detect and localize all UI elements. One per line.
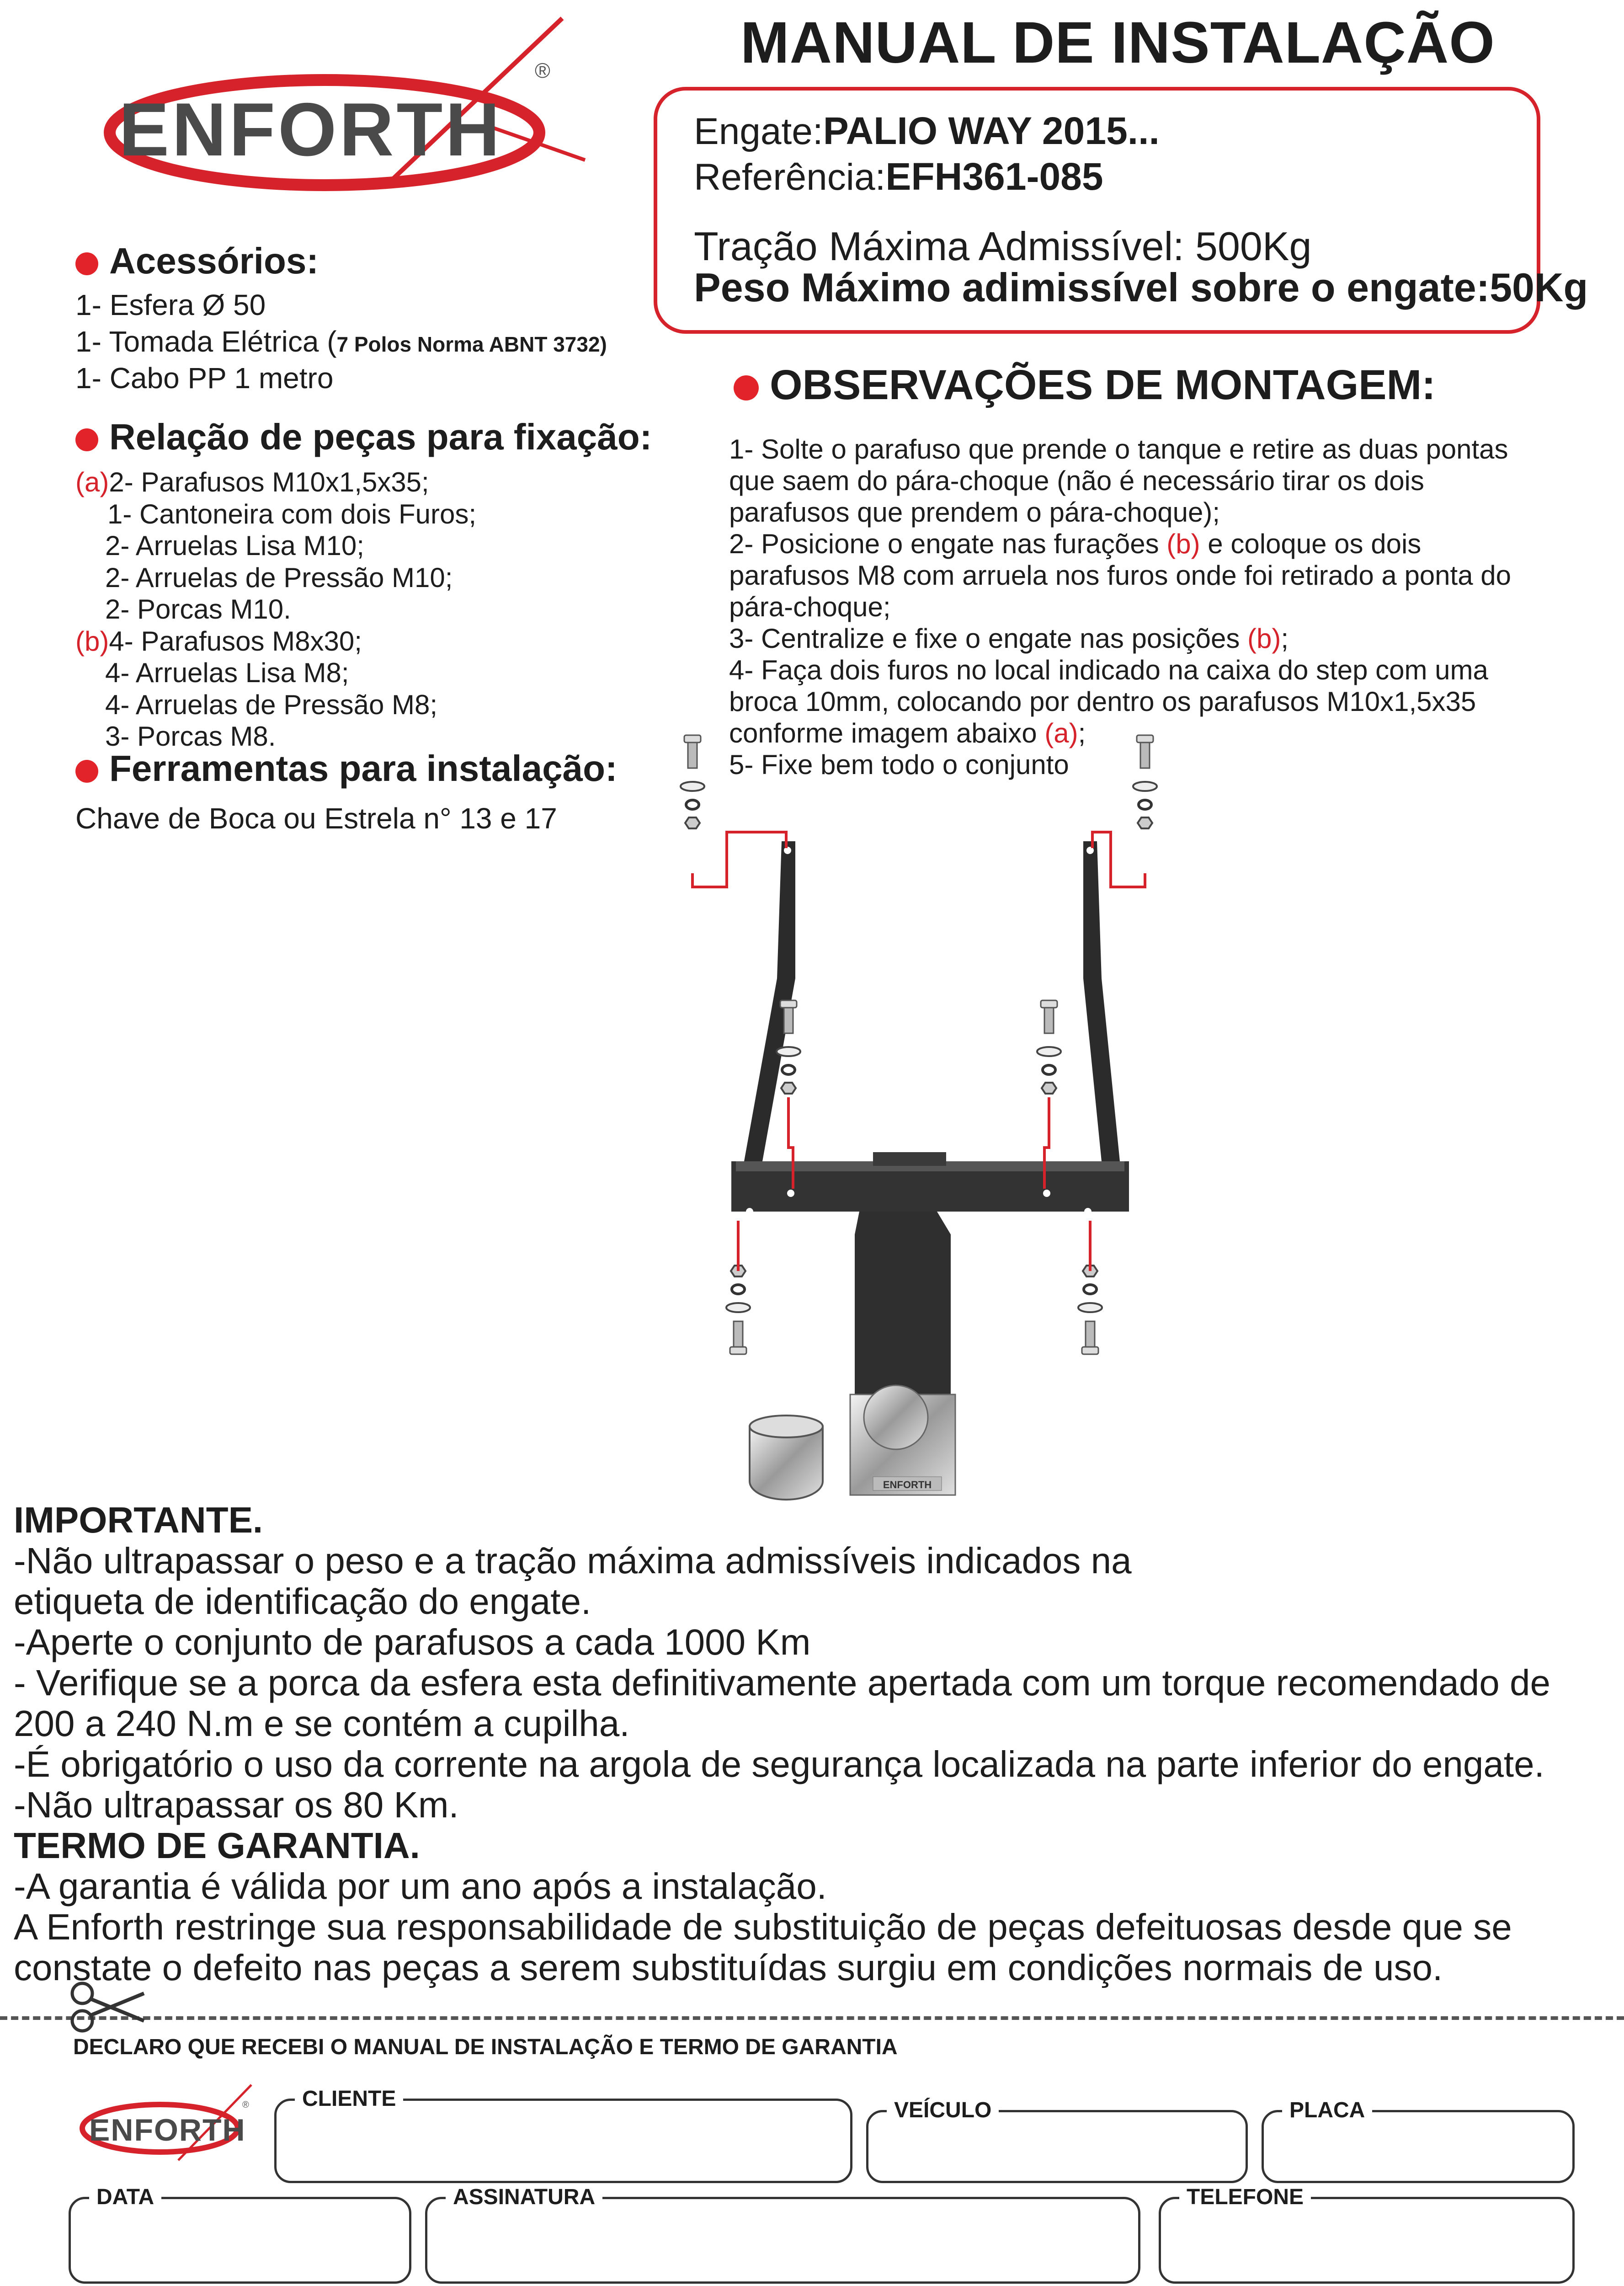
tow-ball	[864, 1385, 928, 1449]
cliente-label: CLIENTE	[295, 2086, 403, 2111]
bolt-stack	[681, 735, 704, 828]
engate-value: PALIO WAY 2015...	[823, 109, 1160, 152]
peso-value: 50Kg	[1490, 265, 1588, 310]
referencia-value: EFH361-085	[885, 155, 1103, 198]
tracao-maxima: Tração Máxima Admissível: 500Kg	[694, 224, 1312, 269]
svg-text:®: ®	[242, 2100, 249, 2110]
bullet-icon	[75, 760, 98, 783]
bullet-icon	[734, 375, 759, 401]
group-a-marker: (a)	[75, 467, 109, 497]
pecas-list: (a)2- Parafusos M10x1,5x35; 1- Cantoneira com dois Furos; 2- Arruelas Lisa M10; 2- Arruelas de Pressão M10; 2- Porcas M10. (b)4- Parafusos M8x30; 4- Arruelas Lisa M8; 4- Arruelas de Pressão M8; 3- Porcas M8.	[75, 467, 477, 752]
assinatura-field[interactable]	[425, 2185, 1140, 2284]
veiculo-field[interactable]	[866, 2098, 1248, 2183]
tomada-note: 7 Polos Norma ABNT 3732)	[336, 332, 607, 356]
cliente-field[interactable]	[274, 2087, 852, 2183]
observacoes-heading: OBSERVAÇÕES DE MONTAGEM:	[734, 361, 1436, 409]
bullet-icon	[75, 428, 98, 451]
mount-brand-label: ENFORTH	[883, 1479, 932, 1490]
bolt-stack	[1037, 1000, 1061, 1094]
bolt-stack	[1133, 735, 1157, 828]
data-label: DATA	[89, 2185, 161, 2210]
acessorio-item: 1- Tomada Elétrica (7 Polos Norma ABNT 3732)	[75, 325, 607, 358]
ferramentas-text: Chave de Boca ou Estrela n° 13 e 17	[75, 802, 557, 835]
group-b-marker: (b)	[75, 625, 109, 657]
acessorio-item: 1- Esfera Ø 50	[75, 288, 266, 321]
veiculo-label: VEÍCULO	[887, 2098, 999, 2123]
assinatura-label: ASSINATURA	[446, 2185, 602, 2210]
spec-box	[654, 87, 1588, 334]
telefone-field[interactable]	[1159, 2185, 1575, 2284]
referencia-label: Referência:	[694, 156, 886, 198]
observacoes-list: 1- Solte o parafuso que prende o tanque e retire as duas pontas que saem do pára-choque (não é necessário tirar os dois parafusos que prendem o pára-choque); 2- Posicione o engate nas furações (b) e coloque os dois parafusos M8 com arruela nos furos onde foi retirado a ponta do pára-choque; 3- Centralize e fixe o engate nas posições (b); 4- Faça dois furos no local indicado na caixa do step com uma broca 10mm, colocando por dentro os parafusos M10x1,5x35 conforme imagem abaixo (a); 5- Fixe bem todo o conjunto	[729, 434, 1511, 780]
engate-label: Engate:	[694, 111, 823, 152]
garantia-heading: TERMO DE GARANTIA.	[14, 1825, 420, 1866]
bullet-icon	[75, 252, 98, 275]
scissors-icon	[69, 1980, 146, 2035]
page-title: MANUAL DE INSTALAÇÃO	[740, 10, 1495, 75]
logo-wordmark: ENFORTH	[119, 87, 503, 171]
bolt-stack	[1078, 1266, 1102, 1354]
right-arm	[1083, 841, 1124, 1207]
data-field[interactable]	[69, 2185, 411, 2284]
tongue	[855, 1212, 951, 1394]
telefone-label: TELEFONE	[1179, 2185, 1311, 2210]
importante-heading: IMPORTANTE.	[14, 1500, 263, 1540]
acessorio-item: 1- Cabo PP 1 metro	[75, 362, 334, 395]
ferramentas-heading: Ferramentas para instalação:	[75, 748, 618, 790]
acessorios-heading: Acessórios:	[75, 240, 319, 282]
pecas-heading: Relação de peças para fixação:	[75, 416, 652, 458]
svg-text:ENFORTH: ENFORTH	[89, 2113, 246, 2147]
cut-line	[0, 2016, 1624, 2020]
bolt-stack	[726, 1266, 750, 1354]
importante-section: IMPORTANTE. -Não ultrapassar o peso e a tração máxima admissíveis indicados na etiqueta de identificação do engate. -Aperte o conjunto de parafusos a cada 1000 Km - Verifique se a porca da esfera esta definitivamente apertada com um torque recomendado de 200 a 240 N.m e se contém a cupilha. -É obrigatório o uso da corrente na argola de segurança localizada na parte inferior do engate. -Não ultrapassar os 80 Km. TERMO DE GARANTIA. -A garantia é válida por um ano após a instalação. A Enforth restringe sua responsabilidade de substituição de peças defeituosas desde que se constate o defeito nas peças a serem substituídas surgiu em condições normais de uso.	[14, 1500, 1550, 1988]
enforth-logo-small	[69, 2076, 261, 2167]
peso-label: Peso Máximo adimissível sobre o engate:	[694, 265, 1490, 310]
declaro-text: DECLARO QUE RECEBI O MANUAL DE INSTALAÇÃO E TERMO DE GARANTIA	[73, 2035, 898, 2059]
placa-label: PLACA	[1282, 2098, 1372, 2123]
hitch-diagram	[658, 722, 1188, 1518]
enforth-logo	[69, 9, 594, 201]
placa-field[interactable]	[1262, 2098, 1575, 2183]
registered-mark: ®	[535, 59, 550, 82]
